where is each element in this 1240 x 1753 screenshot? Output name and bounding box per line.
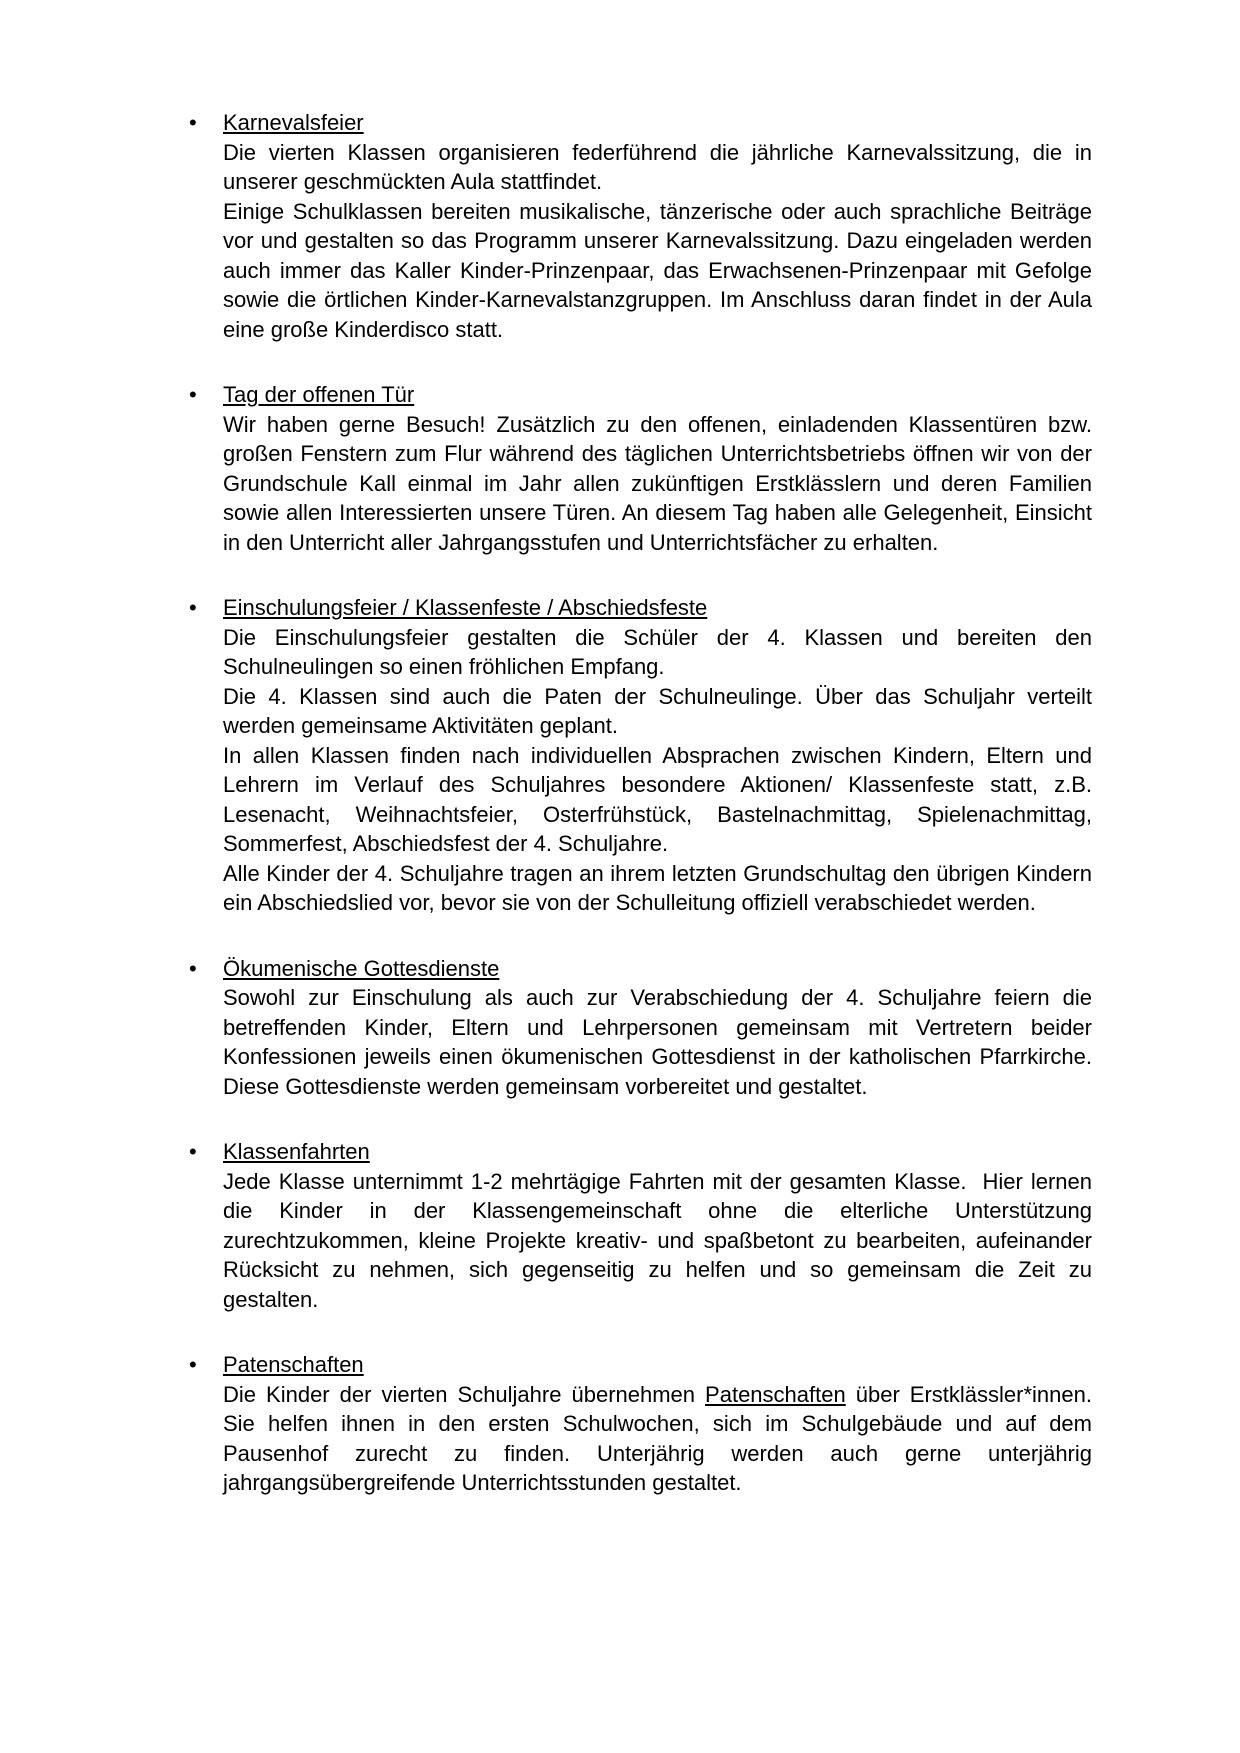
section-paragraph	[223, 1167, 1099, 1315]
section-content	[223, 1137, 1099, 1314]
section-content	[223, 593, 1099, 918]
section-title: Klassenfahrten	[223, 1139, 370, 1164]
section	[189, 1137, 1099, 1314]
section	[189, 108, 1099, 344]
section-paragraph	[223, 410, 1099, 558]
section-paragraphs	[223, 410, 1099, 558]
text-run: In allen Klassen finden nach individuellen Absprachen zwischen Kindern, Eltern und Lehrern im Verlauf des Schuljahres besondere Aktionen/ Klassenfeste statt, z.B. Lesenacht, Weihnachtsfeier, Osterfrühstück, Bastelnachmittag, Spielenachmittag, Sommerfest, Abschiedsfest der 4. Schuljahre.	[223, 742, 1099, 856]
text-run: Wir haben gerne Besuch! Zusätzlich zu den offenen, einladenden Klassentüren bzw. großen Fenstern zum Flur während des täglichen Unterrichtsbetriebs öffnen wir von der Grundschule Kall einmal im Jahr allen zukünftigen Erstklässlern und deren Familien sowie allen Interessierten unsere Türen. An diesem Tag haben alle Gelegenheit, Einsicht in den Unterricht aller Jahrgangsstufen und Unterrichtsfächer zu erhalten.	[223, 411, 1099, 555]
text-run: Einige Schulklassen bereiten musikalische, tänzerische oder auch sprachliche Beiträge vor und gestalten so das Programm unserer Karnevalssitzung. Dazu eingeladen werden auch immer das Kaller Kinder-Prinzenpaar, das Erwachsenen-Prinzenpaar mit Gefolge sowie die örtlichen Kinder-Karnevalstanzgruppen. Im Anschluss daran findet in der Aula eine große Kinderdisco statt.	[223, 198, 1099, 342]
section-paragraph	[223, 138, 1099, 197]
text-run: Alle Kinder der 4. Schuljahre tragen an ihrem letzten Grundschultag den übrigen Kindern ein Abschiedslied vor, bevor sie von der Schulleitung offiziell verabschiedet werden.	[223, 860, 1099, 915]
bullet-list	[189, 108, 1099, 1498]
section-content	[223, 1350, 1099, 1498]
section	[189, 954, 1099, 1102]
text-run: über Erstklässler*innen. Sie helfen ihnen in den ersten Schulwochen, sich im Schulgebäude und auf dem Pausenhof zurecht zu finden. Unterjährig werden auch gerne unterjährig jahrgangsübergreifende Unterrichtsstunden gestaltet.	[223, 1381, 1099, 1495]
section-paragraph	[223, 682, 1099, 741]
section-title: Tag der offenen Tür	[223, 382, 415, 407]
section-paragraph	[223, 623, 1099, 682]
section-paragraphs	[223, 1167, 1099, 1315]
section-paragraphs	[223, 623, 1099, 918]
section-paragraph	[223, 1380, 1099, 1498]
bullet-icon: •	[189, 110, 197, 135]
section-paragraph	[223, 197, 1099, 345]
section-title: Patenschaften	[223, 1352, 364, 1377]
text-run: Die vierten Klassen organisieren federführend die jährliche Karnevalssitzung, die in unserer geschmückten Aula stattfindet.	[223, 139, 1099, 194]
section-paragraph	[223, 741, 1099, 859]
section	[189, 380, 1099, 557]
text-run: Die 4. Klassen sind auch die Paten der Schulneulinge. Über das Schuljahr verteilt werden gemeinsame Aktivitäten geplant.	[223, 683, 1099, 738]
section-paragraphs	[223, 983, 1099, 1101]
section	[189, 593, 1099, 918]
section-paragraph	[223, 859, 1099, 918]
bullet-icon: •	[189, 382, 197, 407]
text-run: Sowohl zur Einschulung als auch zur Verabschiedung der 4. Schuljahre feiern die betreffenden Kinder, Eltern und Lehrpersonen gemeinsam mit Vertretern beider Konfessionen jeweils einen ökumenischen Gottesdienst in der katholischen Pfarrkirche. Diese Gottesdienste werden gemeinsam vorbereitet und gestaltet.	[223, 985, 1099, 1099]
section-title: Karnevalsfeier	[223, 110, 364, 135]
bullet-icon: •	[189, 595, 197, 620]
section	[189, 1350, 1099, 1498]
text-run: Die Kinder der vierten Schuljahre übernehmen	[223, 1381, 706, 1407]
section-title: Einschulungsfeier / Klassenfeste / Abschiedsfeste	[223, 595, 708, 620]
underlined-text-run: Patenschaften	[705, 1381, 846, 1407]
section-content	[223, 380, 1099, 557]
bullet-icon: •	[189, 1139, 197, 1164]
text-run: Jede Klasse unternimmt 1-2 mehrtägige Fahrten mit der gesamten Klasse. Hier lernen die Kinder in der Klassengemeinschaft ohne die elterliche Unterstützung zurechtzukommen, kleine Projekte kreativ- und spaßbetont zu bearbeiten, aufeinander Rücksicht zu nehmen, sich gegenseitig zu helfen und so gemeinsam die Zeit zu gestalten.	[223, 1168, 1099, 1312]
section-title: Ökumenische Gottesdienste	[223, 955, 500, 981]
bullet-icon: •	[189, 955, 197, 981]
bullet-icon: •	[189, 1352, 197, 1377]
text-run: Die Einschulungsfeier gestalten die Schüler der 4. Klassen und bereiten den Schulneulingen so einen fröhlichen Empfang.	[223, 624, 1099, 679]
section-content	[223, 108, 1099, 344]
section-paragraphs	[223, 138, 1099, 345]
section-paragraphs	[223, 1380, 1099, 1498]
section-content	[223, 954, 1099, 1102]
section-paragraph	[223, 983, 1099, 1101]
